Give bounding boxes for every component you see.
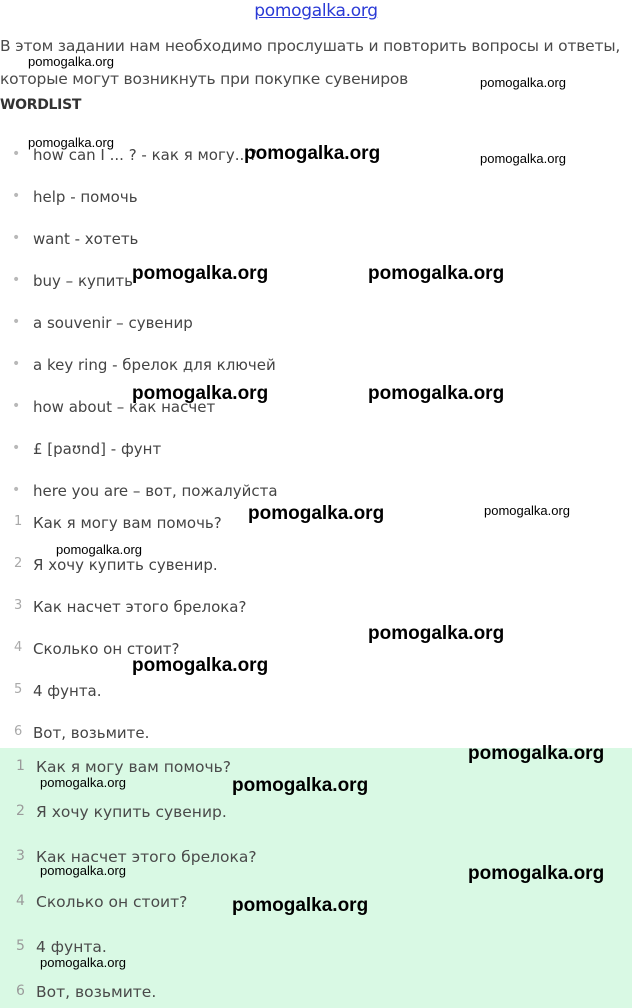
item-number: 2 xyxy=(14,556,23,571)
list-item-text: buy – купить xyxy=(33,272,134,290)
site-header-link[interactable]: pomogalka.org xyxy=(254,1,378,21)
watermark: pomogalka.org xyxy=(28,135,114,150)
watermark: pomogalka.org xyxy=(484,503,570,518)
list-item-text: Как насчет этого брелока? xyxy=(36,848,257,866)
bullet-icon: • xyxy=(12,356,21,372)
list-item-text: Как насчет этого брелока? xyxy=(33,598,247,616)
watermark: pomogalka.org xyxy=(232,895,369,916)
list-item-text: want - хотеть xyxy=(33,230,139,248)
watermark: pomogalka.org xyxy=(40,955,126,970)
list-item-text: Сколько он стоит? xyxy=(36,893,188,911)
list-item-text: Вот, возьмите. xyxy=(36,983,157,1001)
watermark: pomogalka.org xyxy=(368,263,505,284)
item-number: 1 xyxy=(16,758,25,774)
list-item-text: 4 фунта. xyxy=(33,682,102,700)
watermark: pomogalka.org xyxy=(56,542,142,557)
list-item-text: Вот, возьмите. xyxy=(33,724,150,742)
item-number: 4 xyxy=(16,893,25,909)
list-item-text: Я хочу купить сувенир. xyxy=(36,803,227,821)
bullet-icon: • xyxy=(12,440,21,456)
list-item-text: a key ring - брелок для ключей xyxy=(33,356,276,374)
list-item-text: Как я могу вам помочь? xyxy=(33,514,222,532)
watermark: pomogalka.org xyxy=(368,623,505,644)
watermark: pomogalka.org xyxy=(28,54,114,69)
bullet-icon: • xyxy=(12,230,21,246)
watermark: pomogalka.org xyxy=(368,383,505,404)
list-item-text: a souvenir – сувенир xyxy=(33,314,193,332)
watermark: pomogalka.org xyxy=(468,863,605,884)
item-number: 6 xyxy=(16,983,25,999)
watermark: pomogalka.org xyxy=(132,655,269,676)
watermark: pomogalka.org xyxy=(248,503,385,524)
list-item-text: Как я могу вам помочь? xyxy=(36,758,232,776)
item-number: 5 xyxy=(14,682,23,697)
item-number: 1 xyxy=(14,514,23,529)
list-item-text: £ [paʊnd] - фунт xyxy=(33,440,162,458)
bullet-icon: • xyxy=(12,314,21,330)
list-item-text: Сколько он стоит? xyxy=(33,640,180,658)
list-item-text: how about – как насчет xyxy=(33,398,216,416)
list-item-text: Я хочу купить сувенир. xyxy=(33,556,218,574)
intro-text: В этом задании нам необходимо прослушать и повторить вопросы и ответы, которые могут возникнуть при покупке сувениров xyxy=(0,37,621,88)
watermark: pomogalka.org xyxy=(468,743,605,764)
item-number: 5 xyxy=(16,938,25,954)
watermark: pomogalka.org xyxy=(40,863,126,878)
watermark: pomogalka.org xyxy=(40,775,126,790)
watermark: pomogalka.org xyxy=(480,75,566,90)
item-number: 4 xyxy=(14,640,23,655)
watermark: pomogalka.org xyxy=(480,151,566,166)
watermark: pomogalka.org xyxy=(232,775,369,796)
wordlist-heading: WORDLIST xyxy=(0,97,82,113)
item-number: 3 xyxy=(14,598,23,613)
list-item-text: here you are – вот, пожалуйста xyxy=(33,482,278,500)
bullet-icon: • xyxy=(12,272,21,288)
item-number: 6 xyxy=(14,724,23,739)
bullet-icon: • xyxy=(12,146,21,162)
watermark: pomogalka.org xyxy=(132,263,269,284)
list-item-text: how can I ... ? - как я могу...? xyxy=(33,146,257,164)
watermark: pomogalka.org xyxy=(132,383,269,404)
bullet-icon: • xyxy=(12,398,21,414)
bullet-icon: • xyxy=(12,482,21,498)
bullet-icon: • xyxy=(12,188,21,204)
item-number: 2 xyxy=(16,803,25,819)
list-item-text: 4 фунта. xyxy=(36,938,107,956)
list-item-text: help - помочь xyxy=(33,188,138,206)
watermark: pomogalka.org xyxy=(244,143,381,164)
item-number: 3 xyxy=(16,848,25,864)
